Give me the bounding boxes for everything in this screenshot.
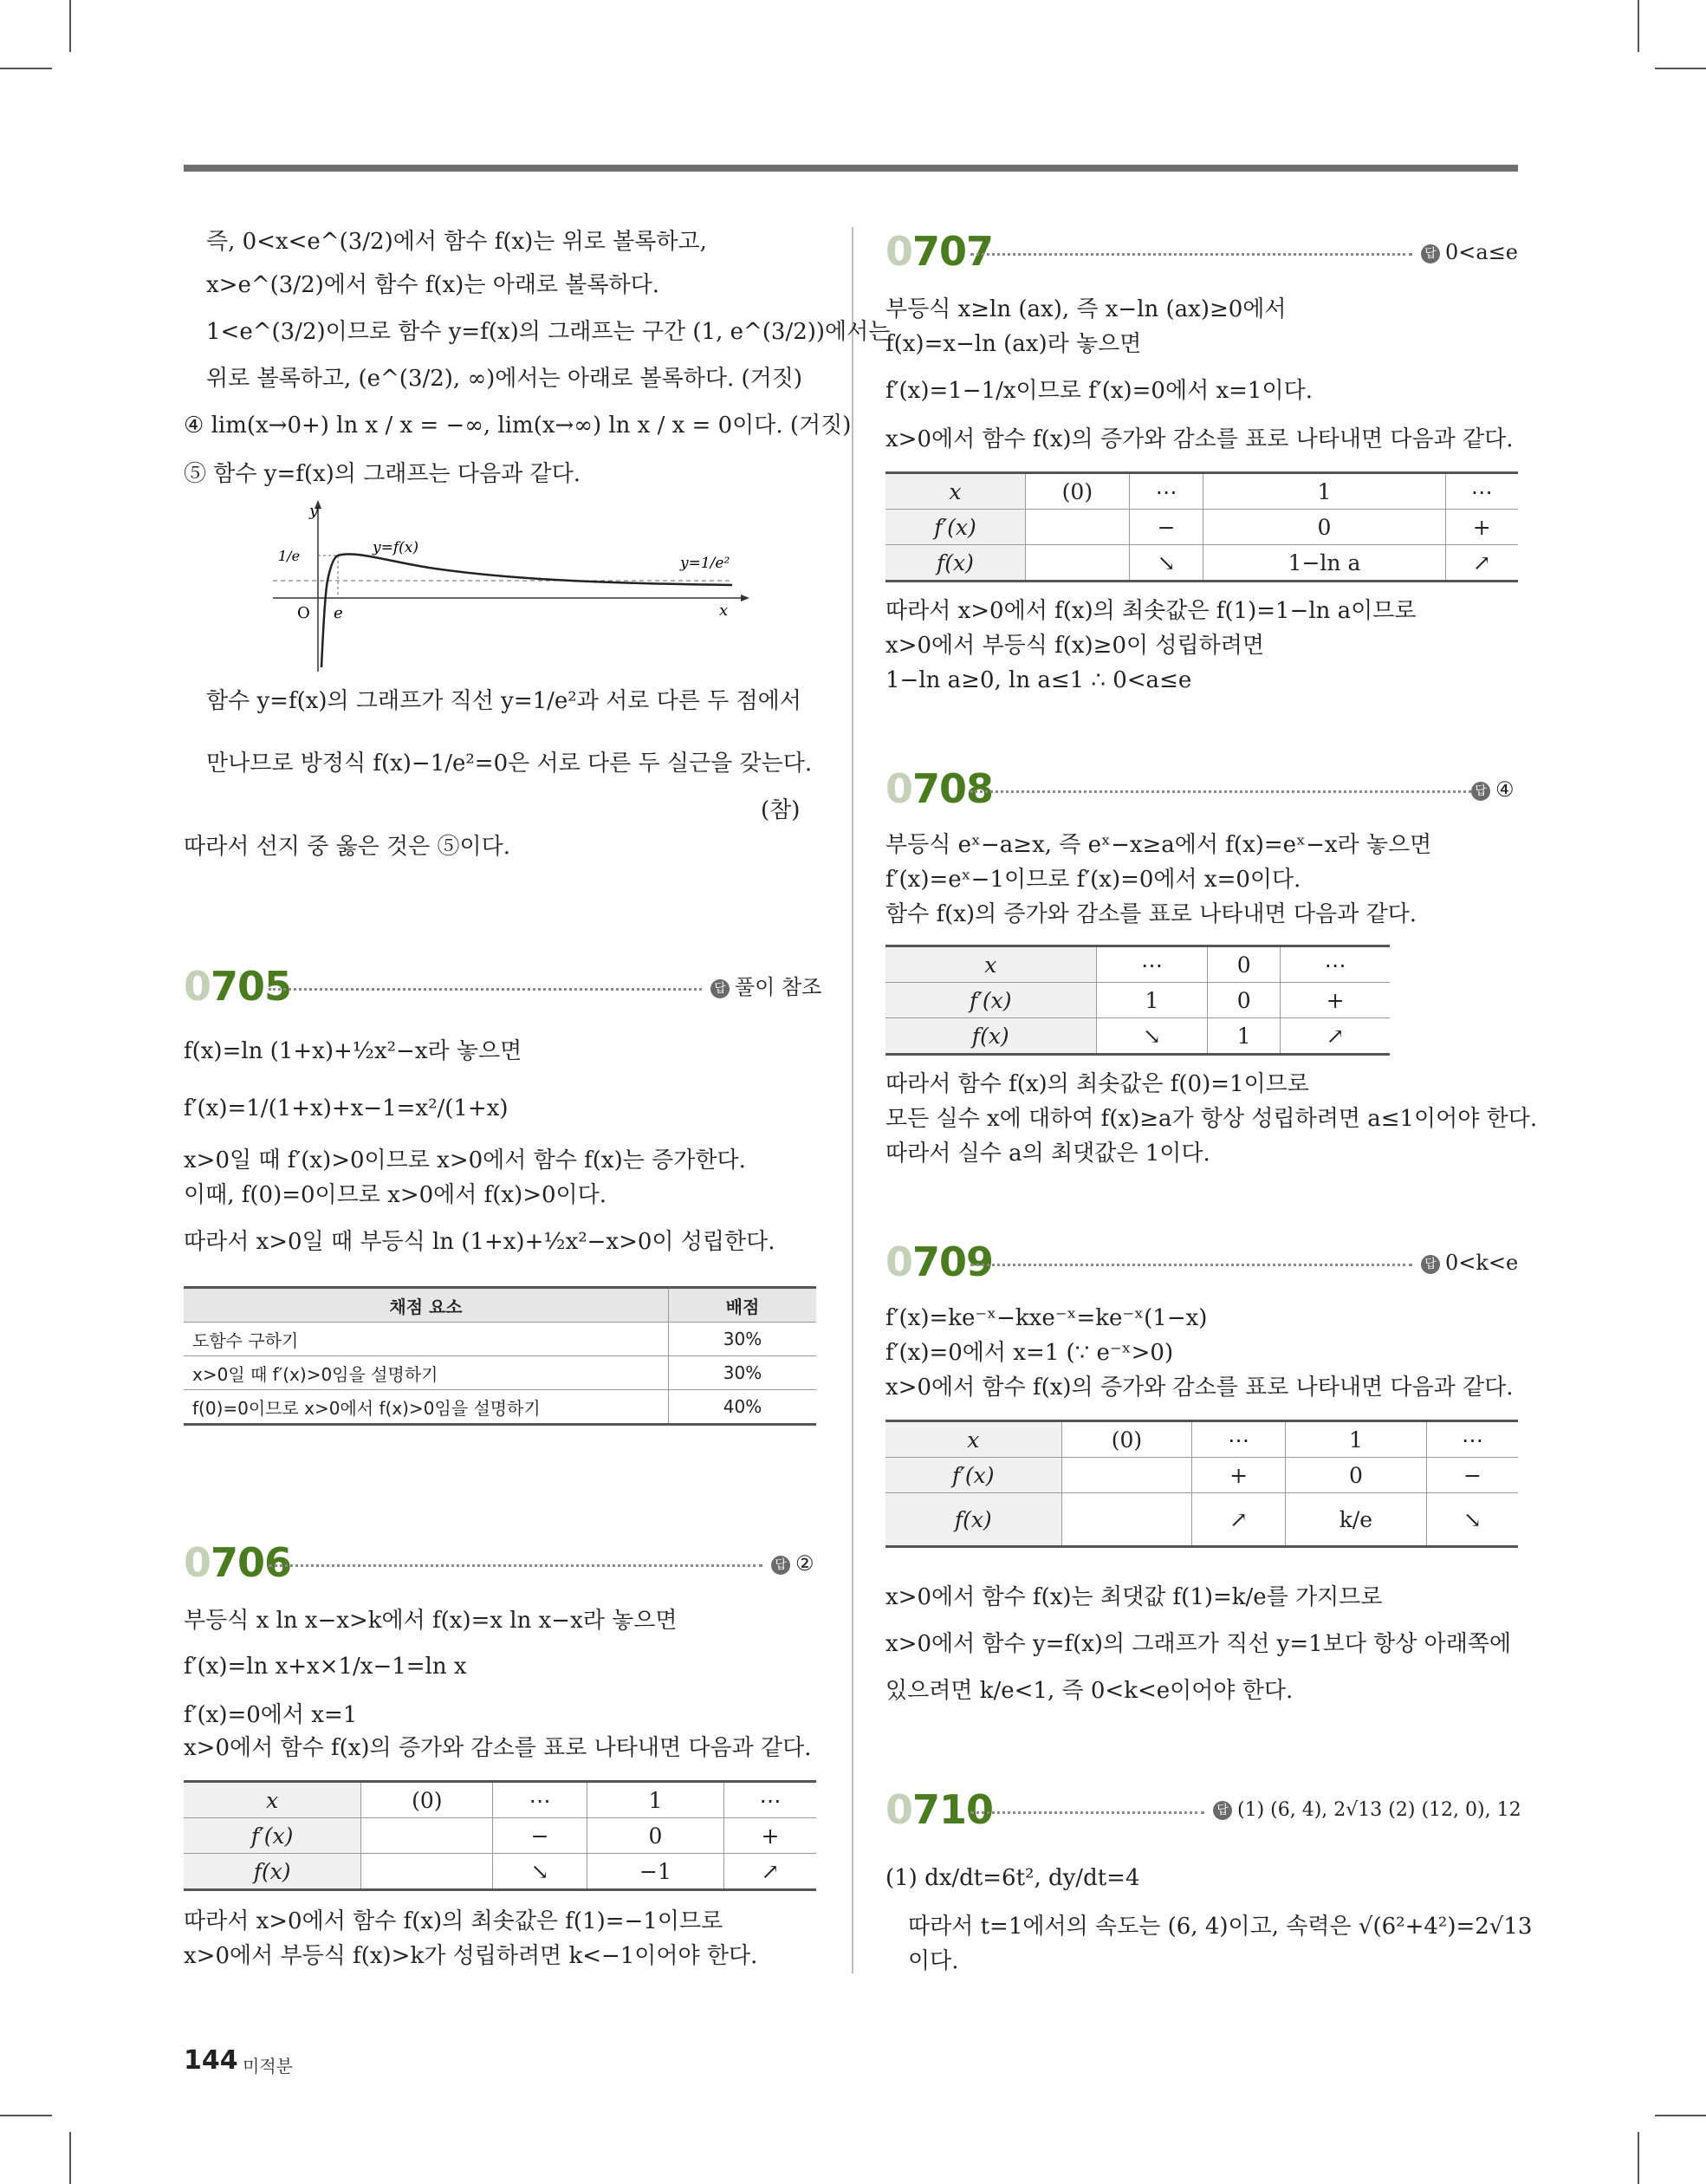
answer: 답 0<k<e <box>1421 1250 1518 1276</box>
text-line: x>0에서 함수 f(x)의 증가와 감소를 표로 나타내면 다음과 같다. <box>885 426 1514 452</box>
text-line: x>0에서 부등식 f(x)≥0이 성립하려면 <box>885 633 1264 659</box>
table-row: 도함수 구하기 30% <box>184 1323 816 1356</box>
text-line: (참) <box>761 797 801 823</box>
text-line: f(x)=x−ln (ax)라 놓으면 <box>885 331 1142 357</box>
problem-header-0706: 0706 답 ② <box>184 1539 814 1586</box>
text-line: 부등식 eˣ−a≥x, 즉 eˣ−x≥a에서 f(x)=eˣ−x라 놓으면 <box>885 832 1432 858</box>
text-line: ⑤ 함수 y=f(x)의 그래프는 다음과 같다. <box>184 461 581 487</box>
text-line: x>0에서 함수 f(x)의 증가와 감소를 표로 나타내면 다음과 같다. <box>885 1375 1514 1401</box>
y-tick-label: 1/e <box>278 548 301 564</box>
variation-table <box>184 1780 816 1891</box>
text-line: 1−ln a≥0, ln a≤1 ∴ 0<a≤e <box>885 667 1192 693</box>
text-line: x>0에서 함수 y=f(x)의 그래프가 직선 y=1보다 항상 아래쪽에 <box>885 1631 1512 1657</box>
text-line: 위로 볼록하고, (e^(3/2), ∞)에서는 아래로 볼록하다. (거짓) <box>206 366 803 392</box>
problem-header-0709: 0709 답 0<k<e <box>885 1238 1519 1285</box>
x-tick-label: e <box>334 604 343 622</box>
asymptote-label: y=1/e² <box>680 555 730 572</box>
table-row: f(x) ↘ 1 ↗ <box>885 1018 1390 1055</box>
crop-mark <box>0 2115 52 2116</box>
answer-badge: 답 <box>1421 1255 1440 1274</box>
column-divider <box>852 227 853 1973</box>
text-line: 이다. <box>908 1948 959 1974</box>
answer: 답 풀이 참조 <box>710 974 821 1000</box>
variation-table <box>885 1420 1518 1548</box>
text-line: 따라서 x>0에서 함수 f(x)의 최솟값은 f(1)=−1이므로 <box>184 1908 723 1934</box>
text-line: 부등식 x≥ln (ax), 즉 x−ln (ax)≥0에서 <box>885 296 1287 322</box>
crop-mark <box>1655 2115 1706 2116</box>
answer-badge: 답 <box>771 1556 790 1575</box>
table-row: x (0) ⋯ 1 ⋯ <box>184 1782 816 1818</box>
text-line: f(x)=ln (1+x)+½x²−x라 놓으면 <box>184 1038 522 1064</box>
answer-badge: 답 <box>1421 244 1440 263</box>
text-line: f′(x)=0에서 x=1 <box>184 1702 358 1728</box>
table-row: x ⋯ 0 ⋯ <box>885 946 1390 983</box>
text-line: 따라서 함수 f(x)의 최솟값은 f(0)=1이므로 <box>885 1071 1309 1097</box>
table-row: f(x) ↘ −1 ↗ <box>184 1854 816 1890</box>
problem-header-0707: 0707 답 0<a≤e <box>885 228 1518 275</box>
crop-mark <box>69 0 71 52</box>
table-row: f′(x) − 0 + <box>885 510 1518 545</box>
crop-mark <box>69 2132 71 2184</box>
text-line: 따라서 x>0에서 f(x)의 최솟값은 f(1)=1−ln a이므로 <box>885 598 1417 624</box>
text-line: 따라서 x>0일 때 부등식 ln (1+x)+½x²−x>0이 성립한다. <box>184 1229 775 1255</box>
curve-label: y=f(x) <box>373 539 418 556</box>
section-label: 미적분 <box>243 2056 293 2077</box>
text-line: 함수 y=f(x)의 그래프가 직선 y=1/e²과 서로 다른 두 점에서 <box>206 688 801 714</box>
table-row: f′(x) + 0 − <box>885 1458 1518 1493</box>
text-line: 모든 실수 x에 대하여 f(x)≥a가 항상 성립하려면 a≤1이어야 한다. <box>885 1106 1538 1132</box>
answer-badge: 답 <box>1213 1801 1232 1820</box>
text-line: f′(x)=1/(1+x)+x−1=x²/(1+x) <box>184 1095 509 1121</box>
text-line: 만나므로 방정식 f(x)−1/e²=0은 서로 다른 두 실근을 갖는다. <box>206 751 813 777</box>
table-row: f(0)=0이므로 x>0에서 f(x)>0임을 설명하기 40% <box>184 1390 816 1425</box>
answer: 답 ② <box>771 1550 814 1576</box>
score-table <box>184 1286 816 1426</box>
text-line: 있으려면 k/e<1, 즉 0<k<e이어야 한다. <box>885 1678 1294 1704</box>
text-line: x>0에서 부등식 f(x)>k가 성립하려면 k<−1이어야 한다. <box>184 1943 758 1969</box>
text-line: x>e^(3/2)에서 함수 f(x)는 아래로 볼록하다. <box>206 272 660 298</box>
top-rule <box>184 165 1518 172</box>
answer-badge: 답 <box>710 979 730 998</box>
problem-header-0708: 0708 답 ④ <box>885 765 1515 812</box>
variation-table <box>885 471 1518 582</box>
text-line: 따라서 선지 중 옳은 것은 ⑤이다. <box>184 834 510 860</box>
table-row: x (0) ⋯ 1 ⋯ <box>885 1421 1518 1458</box>
text-line: 부등식 x ln x−x>k에서 f(x)=x ln x−x라 놓으면 <box>184 1608 678 1634</box>
text-line: x>0에서 함수 f(x)는 최댓값 f(1)=k/e를 가지므로 <box>885 1584 1383 1610</box>
text-line: 이때, f(0)=0이므로 x>0에서 f(x)>0이다. <box>184 1182 607 1208</box>
table-row: f(x) ↘ 1−ln a ↗ <box>885 545 1518 582</box>
crop-mark <box>0 68 52 69</box>
text-line: x>0에서 함수 f(x)의 증가와 감소를 표로 나타내면 다음과 같다. <box>184 1735 812 1761</box>
crop-mark <box>1638 2132 1639 2184</box>
answer: 답 0<a≤e <box>1421 239 1518 265</box>
table-row: x>0일 때 f′(x)>0임을 설명하기 30% <box>184 1356 816 1390</box>
text-line: 1<e^(3/2)이므로 함수 y=f(x)의 그래프는 구간 (1, e^(3/2))에서는 <box>206 319 891 345</box>
answer: 답 ④ <box>1471 777 1515 803</box>
text-line: f′(x)=ke⁻ˣ−kxe⁻ˣ=ke⁻ˣ(1−x) <box>885 1305 1208 1331</box>
page-number: 144 <box>184 2045 238 2076</box>
text-line: f′(x)=ln x+x×1/x−1=ln x <box>184 1654 467 1680</box>
problem-header-0710: 0710 답 (1) (6, 4), 2√13 (2) (12, 0), 12 <box>885 1786 1521 1833</box>
table-row: x (0) ⋯ 1 ⋯ <box>885 473 1518 510</box>
text-line: (1) dx/dt=6t², dy/dt=4 <box>885 1865 1140 1891</box>
table-row: f′(x) 1 0 + <box>885 983 1390 1018</box>
text-line: f′(x)=eˣ−1이므로 f′(x)=0에서 x=0이다. <box>885 867 1301 893</box>
answer-badge: 답 <box>1471 782 1490 801</box>
text-line: 즉, 0<x<e^(3/2)에서 함수 f(x)는 위로 볼록하고, <box>206 229 707 255</box>
variation-table <box>885 945 1390 1056</box>
text-line: ④ lim(x→0+) ln x / x = −∞, lim(x→∞) ln x / x = 0이다. (거짓) <box>184 413 852 439</box>
crop-mark <box>1638 0 1639 52</box>
crop-mark <box>1655 68 1706 69</box>
text-line: 따라서 실수 a의 최댓값은 1이다. <box>885 1141 1210 1167</box>
text-line: x>0일 때 f′(x)>0이므로 x>0에서 함수 f(x)는 증가한다. <box>184 1147 746 1173</box>
text-line: f′(x)=1−1/x이므로 f′(x)=0에서 x=1이다. <box>885 378 1313 404</box>
table-row: 채점 요소 배점 <box>184 1288 816 1323</box>
table-row: f′(x) − 0 + <box>184 1818 816 1854</box>
y-axis-label: y <box>309 502 319 520</box>
text-line: 따라서 t=1에서의 속도는 (6, 4)이고, 속력은 √(6²+4²)=2√13 <box>908 1914 1533 1940</box>
x-axis-label: x <box>719 601 729 620</box>
problem-header-0705: 0705 답 풀이 참조 <box>184 963 822 1010</box>
function-graph <box>273 498 758 672</box>
table-row: f(x) ↗ k/e ↘ <box>885 1493 1518 1547</box>
text-line: 함수 f(x)의 증가와 감소를 표로 나타내면 다음과 같다. <box>885 901 1417 927</box>
answer: 답 (1) (6, 4), 2√13 (2) (12, 0), 12 <box>1213 1797 1521 1823</box>
origin-label: O <box>297 604 310 622</box>
text-line: f′(x)=0에서 x=1 (∵ e⁻ˣ>0) <box>885 1340 1174 1366</box>
